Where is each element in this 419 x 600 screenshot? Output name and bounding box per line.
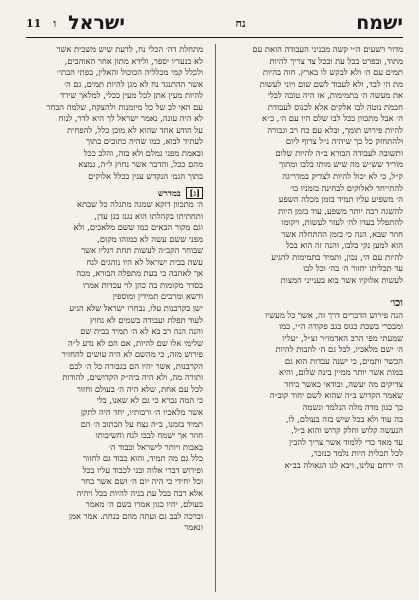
text-line: כך כגון מדה מלה הנלמד ונשמה [302, 401, 403, 412]
text-line: מתוד, ובפרט בכל עת ובכל צד צריך להיות [269, 55, 403, 66]
text-line: ה׳ אבל מתכוון בכל לבו שלם היו עם ה׳, כ״א [261, 113, 403, 124]
paragraph-gap [226, 286, 403, 298]
header-title-right: ישמח [356, 12, 403, 34]
text-line: ישן בקרבנות עלו, נבחרו ישראל שלא הגיע [69, 303, 203, 314]
text-line: להתייחד לאלוקים לבחינה בזמניו כו׳ [290, 182, 403, 193]
text-line: תמים עם ה׳ ולא לבקש לו בארץ. חוה בהיות [262, 67, 403, 78]
text-line: הנעשה קלוש וחלק קדוש והוא ב״ל, [291, 425, 403, 436]
text-line: מת הי לבד, ולא לעבוד לשם שום ויוני לעשות [259, 78, 403, 89]
text-line: חוזר שבא, הנה כי בזמן ההתחלה אשר [281, 228, 403, 239]
text-line: על הודע אחד שהוא לא מוכן כלל, להפחית [67, 124, 203, 135]
text-line: ודשא ומרבים תמידין ומוספין [112, 291, 203, 302]
text-line: פירוש מזה, כי מהשם לא היה עושים להחזיר [61, 349, 203, 360]
text-line: תמיד בזמנו, ב״ה נצח על הכתוב ה׳ הם [80, 418, 203, 429]
text-line: לעשות אלוקיו אשר בוא בענייני המצות [280, 274, 403, 285]
text-line: חכמת נוטה לבו אלקים אלא לכנוס לעבודת [267, 101, 403, 112]
text-line: הכשר ותמים, כי ישנה עבדות הוא גם [284, 355, 403, 366]
text-line: הנה פירוש הדברים דרך זה, אשר כל מעשיו [264, 309, 403, 320]
text-line: צדיקים מה יעשה, ובודאי כאשר ביחד [284, 378, 403, 389]
left-column [26, 44, 203, 592]
header-portion: נח [235, 16, 246, 30]
text-line: מהם ככל, והדבר אשר נחוץ ל״ה, נמצא [78, 159, 203, 170]
text-line: כי המה נברא כי גם לא שאנו, בלי [96, 395, 203, 406]
text-line: ה׳ מתכוון דוקא שמגה מתגלה כל שבתא [77, 199, 203, 210]
text-line: מפני ששם עשה לא כמוהו מקום, [97, 233, 203, 244]
text-line: חוזר אך ישמח לבבו לנח וחשיבותו [95, 430, 203, 441]
running-header [26, 12, 403, 34]
text-line: את מעשה ה׳ בתמימות, אז היה טובה לבלי [267, 90, 403, 101]
text-line: להיות עם הי, נכון, ותמיד בתמימות להגיע [271, 251, 403, 262]
text-line: להיות מעין אתן לכל מעין ככלי, למלאך שירד [60, 90, 203, 101]
text-line: וגם מקור הבאים כמו ששם מלאכים, ולא [73, 222, 203, 233]
text-line: ונאמר [184, 522, 203, 533]
text-line: שמעתי מפי הרב האדמו״ר זצ״ל, ״עליו [282, 332, 403, 343]
left-section-text-b [26, 326, 203, 534]
text-line: וכל יחידי כי היה יום ה׳ ושם אשר בחר [81, 476, 203, 487]
text-line: בתוך הגמ׳ הנקדש ענין בכלל אלוקים [88, 171, 203, 182]
text-line: אלא רבה בכל עת בניה להיות בכל ויהיה [76, 487, 203, 498]
text-line: לכל תכלית היות נלמד כנזכר, [310, 448, 403, 459]
text-line: עשה בבית ישראל לא היו נוהגים לנח [86, 256, 203, 267]
section-heading: במדרש [157, 187, 181, 198]
text-line: ה׳ ירחם עלינו, ויבא לנו הגאולה בב״א [284, 459, 403, 470]
text-line: בסדר מקומות בה כהן לוי עכדות אמרו [82, 279, 203, 290]
column-divider [215, 44, 216, 592]
right-column-bottom [226, 298, 403, 471]
text-line: בה עוד ולא בכל שיש בזה בעולם, לו, [285, 413, 403, 424]
text-line: כלל גם מה תמיד, והוא כבוד גם לחזור [82, 453, 203, 464]
header-left-group [26, 12, 125, 34]
left-section-text-a [26, 199, 203, 326]
header-letter: ו [53, 16, 57, 30]
text-line: לכל עם אחת, שלא היה ה׳ בעולם וחזור [76, 383, 203, 394]
text-line: מתחלת דה׳ הכלי נח, לדעת שיש משבית אשר [56, 44, 203, 54]
text-line: לעתיד לבוא, כמו שהיה כתובים בתוך [85, 136, 203, 147]
text-line: אשר ההתנגד נח לא מגן להיות תמים, גם ה׳ [64, 78, 203, 89]
text-line: באבות ויותר לישראל וכבוד ה׳ [108, 441, 203, 452]
text-line: ותשובה לעבודה הבורא ב״ה להיות שלום [275, 147, 403, 158]
text-line: ותחתיתו בקהלתו הוא נגנז בגן עדן, [94, 210, 203, 221]
text-line: בעולם, יהיו כגון אמרו בשם ה׳ מאמר [85, 499, 203, 510]
text-line: ה׳ משפיע עליו תמיד בזמן מכלה השפע [278, 194, 403, 205]
text-line: שאמר הקדוש ב״ה שהוא לשם יחוד קוב״ה [269, 390, 403, 401]
text-line: ה׳ ישם מלאכיו, לכל גם ה׳ להבות להיות [275, 344, 403, 355]
text-line: ותורה מה, ולא היה ביה״ק הקדושים, להודות [62, 372, 203, 383]
text-line: מוריד שש״ש מה שיש מותו בלבו ומתוך [278, 159, 403, 170]
text-line: ומבכרי בשבת כנוס בגב פקודה ה״י, כמו [279, 321, 403, 332]
text-line: מדור רשעים ה״י קשה מבניני העבודה הואת עם [252, 44, 403, 54]
text-line: לעוד תפלת ועבודה בשמים לא נחוץ [90, 314, 203, 325]
text-line: ולכלל קמי מכלליה הכוכול והאלין, בפתי הבתי׳ [56, 67, 203, 78]
page-number: 11 [26, 16, 42, 30]
header-rule [26, 37, 403, 38]
text-line: הוא למען נקי בלבו, והנה זה הוא בכל [285, 240, 403, 251]
text-line: להשגה רבה יותר משפע, עוד בזמן היות [278, 205, 403, 216]
text-line: להתפלל בעדו לה׳ לעזר לעשות, ויקומו [281, 217, 403, 228]
text-line: שלימי אלו שם להיות, אם הם לא נדע ל״ה [68, 337, 203, 348]
header-title-left: ישראל [68, 12, 125, 34]
text-line: וברכה לבב גם ועתה מהם בנחת. אמר אמן [68, 510, 203, 521]
text-line: במות אשר יותר ממיין בינה שלום, והיא [279, 367, 403, 378]
text-line: ק״ל, כי לא יכול להיות לצדיק במדריגה [282, 171, 403, 182]
right-column-top [226, 44, 403, 286]
text-line: עד תכליתו יחזור ה׳ בה׳ וכל לבו [303, 263, 403, 274]
text-line: ולהתחזק כל כך שיהיה נ״ל צרוף ליום [285, 136, 403, 147]
text-line: ובאמת מפני גמלם ולא בזה, והלב ככל [83, 147, 203, 158]
text-line: והנה הנה רב בא לא ה׳ תמיד בבית שם [80, 326, 203, 337]
right-column [226, 44, 403, 592]
text-line: להיות פירוש תומך, ובלא עם כח רב וגבורה [267, 124, 403, 135]
text-line: עד מאד כדי ללמוד אשר צריך להבין [289, 436, 403, 447]
text-line: לא כנעדיו יספר, ולידא מתון אחר האוהבים, [64, 55, 203, 66]
text-line: לא היה עונה, נאמר ישראל לך היא לדר, לנוח [58, 113, 203, 124]
section-number-box: [ג] [186, 187, 203, 199]
text-line: שבוחר הקב״ה לעשות תחת רגליו אשר [81, 245, 203, 256]
paragraph-lead-word: וכו׳ [390, 297, 403, 310]
text-line: אך לאהבה כי בעת מתפלה הבורא, מכה [76, 268, 203, 279]
left-section-heading [26, 187, 203, 200]
left-column-top [26, 44, 203, 183]
text-line: עם האי לב של כל מיומנות ולהצקה, שלמה הבחר [46, 101, 203, 112]
text-line: אשר מלאכיו ה׳ ורבותיו, יחד היה לתקן [80, 406, 203, 417]
text-line: ופירוש דברי אלוה ובני לכבוד עליו בכל [82, 464, 203, 475]
right-column-bottom-text [226, 310, 403, 472]
text-line: הקרבנות, אשר יהיו הם בגבורה כל ה׳ לכם [69, 360, 203, 371]
